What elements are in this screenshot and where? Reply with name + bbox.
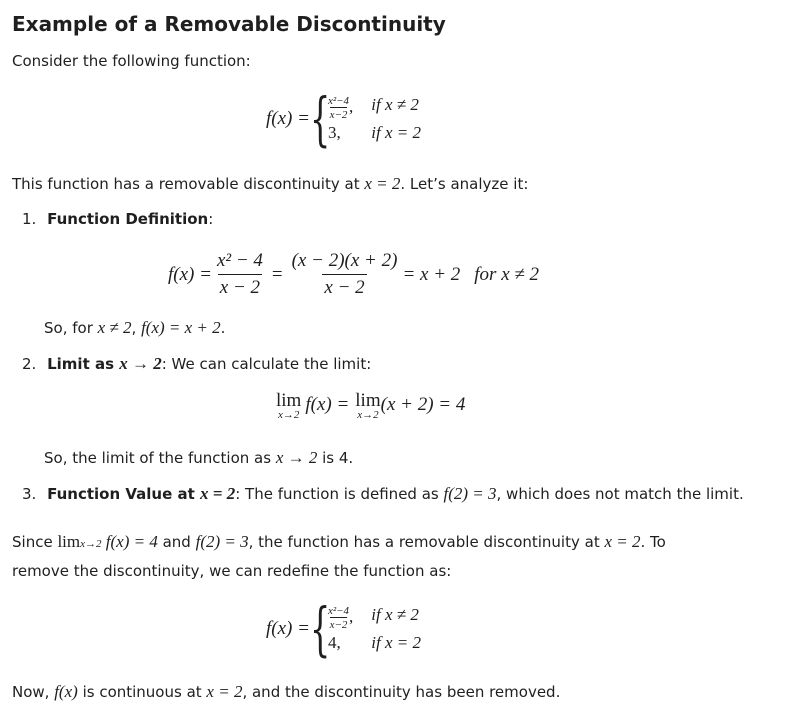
- intro-text: Consider the following function:: [12, 52, 251, 70]
- case1-fraction: $\frac{\text{x²−4}}{x-2}$: [327, 95, 350, 121]
- case2-condition: if x = 2: [371, 123, 422, 142]
- conclusion-line-1: Since limx→2 f(x) = 4 and f(2) = 3, the function has a removable discontinuity at x = 2. To: [12, 532, 666, 551]
- fraction-1: $\frac{\text{x² − 4}}{x - 2}$: [216, 250, 263, 298]
- step-1-note: So, for x ≠ 2, f(x) = x + 2.: [44, 318, 226, 337]
- case2-value: 3,: [327, 123, 341, 142]
- case1-condition: if x ≠ 2: [371, 95, 419, 114]
- conclusion-line-2: remove the discontinuity, we can redefine the function as:: [12, 562, 452, 580]
- piecewise-equation-1: [266, 85, 422, 153]
- step-2: 2. Limit as x → 2: We can calculate the limit:: [22, 354, 372, 373]
- page-title: Example of a Removable Discontinuity: [12, 12, 446, 36]
- piecewise-equation-2: f(x) = { $\frac{\text{x²−4}}{x-2}$ , if x ≠ 2 4, if x = 2: [266, 595, 422, 663]
- step-2-equation: lim x→2 f(x) = lim x→2 (x + 2) = 4: [276, 390, 466, 421]
- step-3: 3. Function Value at x = 2: The function is defined as f(2) = 3, which does not match the limit.: [22, 484, 744, 503]
- cases: $\frac{\text{x²−4}}{x-2}$ , if x ≠ 2 3, if x = 2: [327, 95, 422, 142]
- step-1: 1. Function Definition:: [22, 210, 214, 228]
- piecewise-lhs: f(x) =: [266, 108, 310, 129]
- statement-text: This function has a removable discontinuity at x = 2. Let’s analyze it:: [12, 174, 529, 193]
- fraction-2: $\frac{(x - 2)(x + 2)}{x - 2}$: [291, 250, 398, 298]
- final-text: Now, f(x) is continuous at x = 2, and the discontinuity has been removed.: [12, 682, 561, 701]
- left-brace: {: [309, 595, 331, 663]
- step-1-equation: f(x) = $\frac{\text{x² − 4}}{x - 2}$ = $\frac{(x - 2)(x + 2)}{x - 2}$ = x + 2 for x ≠ 2: [168, 250, 540, 298]
- step-2-note: So, the limit of the function as x → 2 is 4.: [44, 448, 354, 467]
- left-brace: {: [309, 85, 331, 153]
